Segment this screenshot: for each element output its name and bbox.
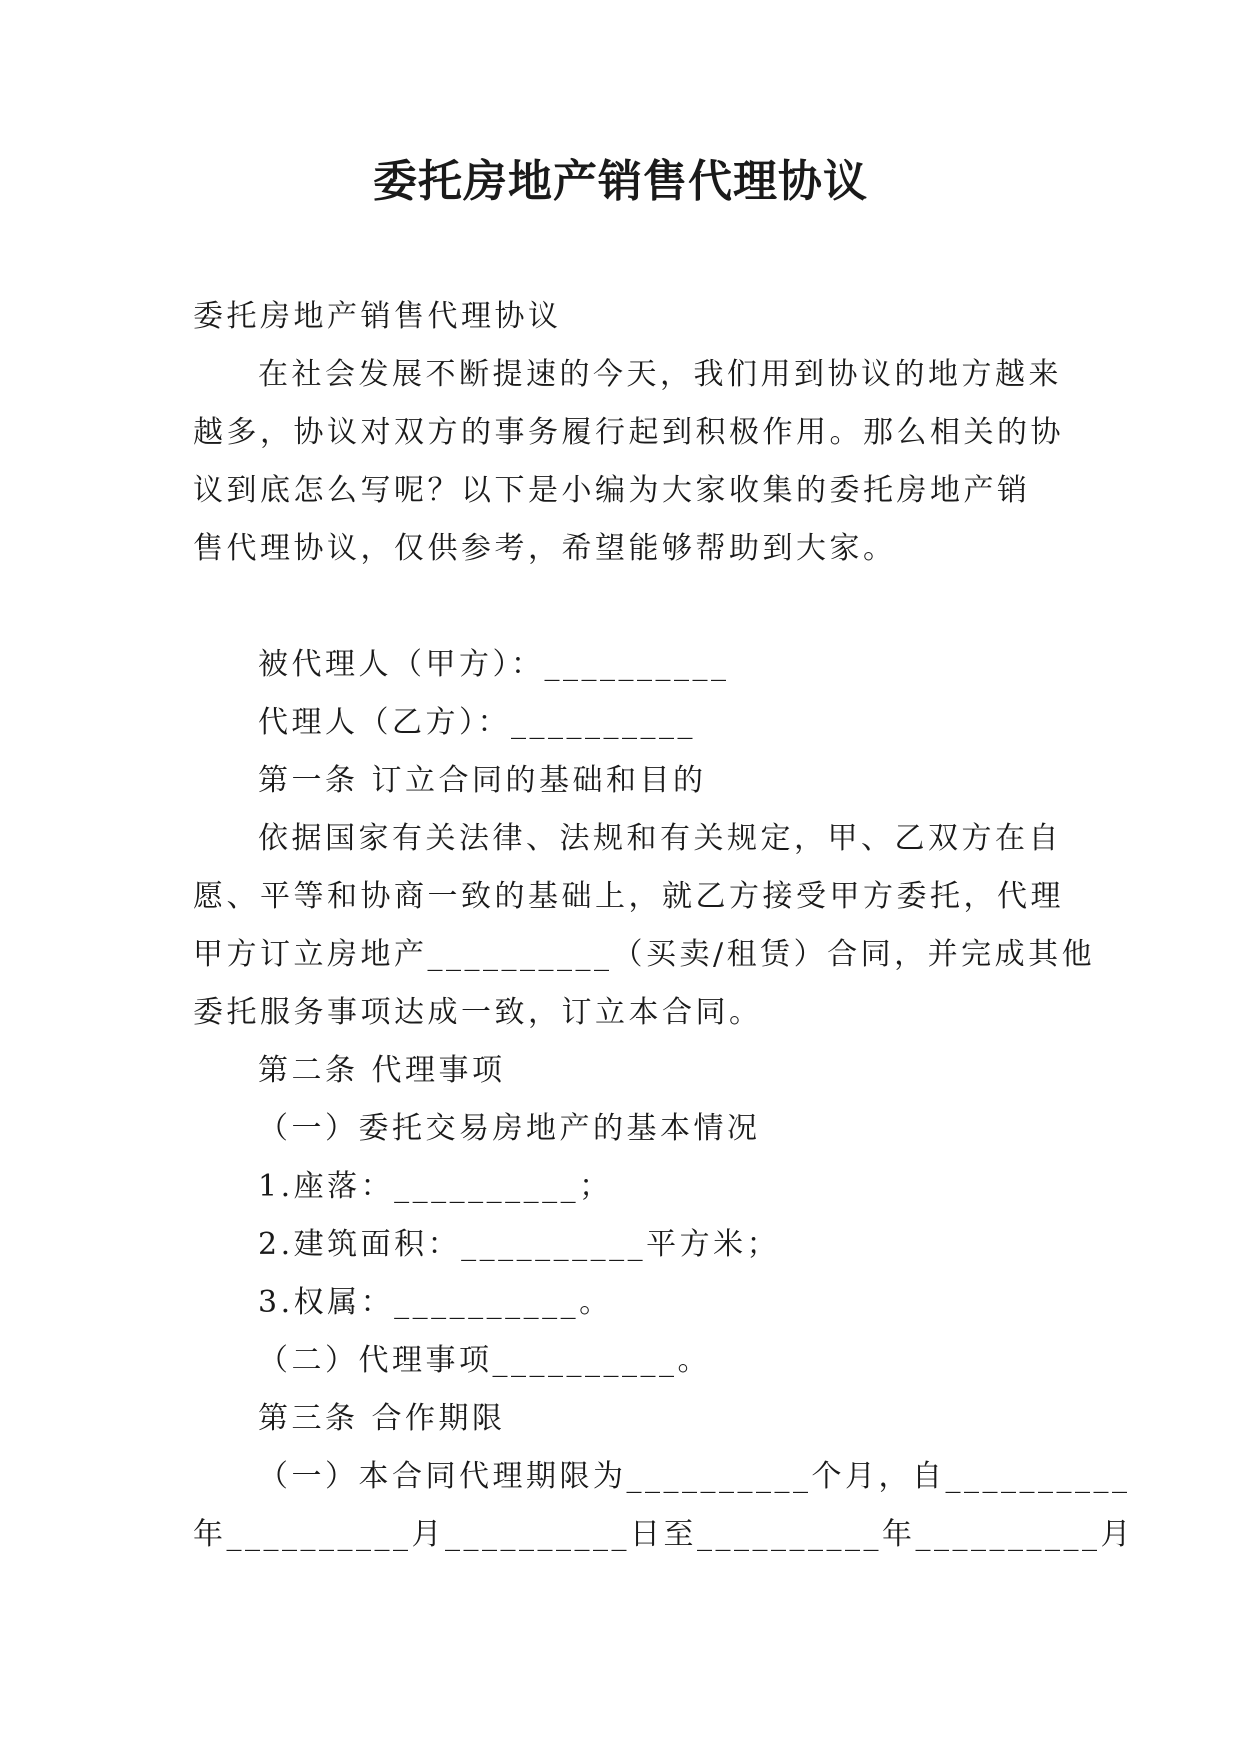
article-3-line-2: 年__________月__________日至__________年__________月 <box>193 1517 1134 1552</box>
article-1-line-1: 依据国家有关法律、法规和有关规定，甲、乙双方在自 <box>258 821 1062 856</box>
article-3-heading: 第三条 合作期限 <box>258 1401 506 1436</box>
article-3-line-1: （一）本合同代理期限为__________个月，自__________ <box>258 1459 1131 1494</box>
article-1-line-4: 委托服务事项达成一致，订立本合同。 <box>193 995 763 1030</box>
subtitle-line: 委托房地产销售代理协议 <box>193 299 562 334</box>
document-body <box>193 288 1134 1564</box>
article-1-line-3: 甲方订立房地产__________（买卖/租赁）合同，并完成其他 <box>193 937 1096 972</box>
article-2-section-1: （一）委托交易房地产的基本情况 <box>258 1111 761 1146</box>
article-1-heading: 第一条 订立合同的基础和目的 <box>258 763 707 798</box>
intro-line-1: 在社会发展不断提速的今天，我们用到协议的地方越来 <box>258 357 1062 392</box>
party-b-line: 代理人（乙方）：__________ <box>258 705 696 740</box>
intro-line-4: 售代理协议，仅供参考，希望能够帮助到大家。 <box>193 531 897 566</box>
article-2-section-2: （二）代理事项__________。 <box>258 1343 711 1378</box>
ownership-line: 3.权属：__________。 <box>258 1285 613 1320</box>
area-line: 2.建筑面积：__________平方米； <box>258 1227 781 1262</box>
document-title: 委托房地产销售代理协议 <box>373 156 868 207</box>
article-2-heading: 第二条 代理事项 <box>258 1053 506 1088</box>
article-1-line-2: 愿、平等和协商一致的基础上，就乙方接受甲方委托，代理 <box>193 879 1064 914</box>
location-line: 1.座落：__________； <box>258 1169 613 1204</box>
intro-line-3: 议到底怎么写呢？以下是小编为大家收集的委托房地产销 <box>193 473 1031 508</box>
intro-line-2: 越多，协议对双方的事务履行起到积极作用。那么相关的协 <box>193 415 1064 450</box>
paragraph-gap <box>193 578 1053 636</box>
party-a-line: 被代理人（甲方）：__________ <box>258 647 730 682</box>
